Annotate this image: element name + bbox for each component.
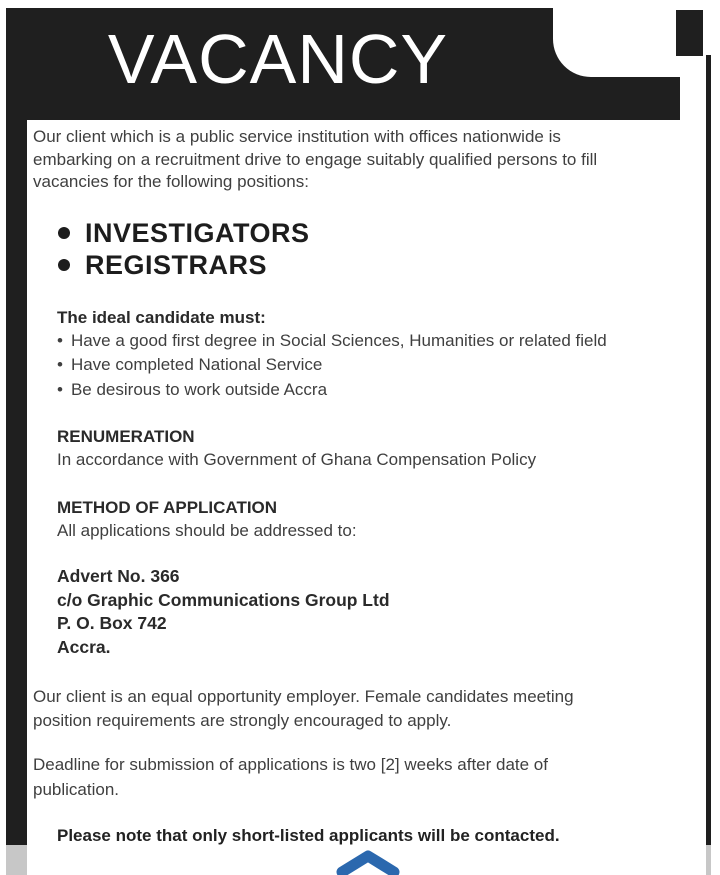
deadline-line: Deadline for submission of applications is two [2] weeks after date of bbox=[33, 755, 548, 774]
left-border-bar bbox=[6, 8, 27, 845]
remuneration-section bbox=[57, 426, 697, 471]
candidate-heading: The ideal candidate must: bbox=[57, 308, 266, 327]
remuneration-body: In accordance with Government of Ghana Compensation Policy bbox=[57, 450, 537, 469]
intro-line: Our client which is a public service institution with offices nationwide is bbox=[33, 127, 561, 146]
intro-line: embarking on a recruitment drive to engage suitably qualified persons to fill bbox=[33, 149, 598, 169]
address-line: Advert No. 366 bbox=[57, 566, 180, 586]
left-border-bar-fade bbox=[6, 845, 27, 875]
banner bbox=[6, 8, 680, 120]
bullet-icon bbox=[58, 259, 70, 271]
address-line: c/o Graphic Communications Group Ltd bbox=[57, 589, 390, 610]
bullet-icon bbox=[58, 227, 70, 239]
position-label: INVESTIGATORS bbox=[85, 217, 310, 248]
candidate-section bbox=[57, 307, 697, 402]
intro-line: vacancies for the following positions: bbox=[33, 172, 309, 191]
scroll-up-chevron-icon[interactable] bbox=[333, 850, 403, 875]
remuneration-heading: RENUMERATION bbox=[57, 427, 195, 446]
right-border-line-fade bbox=[706, 845, 711, 875]
banner-notch-decoration bbox=[553, 8, 680, 77]
shortlist-note: Please note that only short-listed applicants will be contacted. bbox=[57, 826, 560, 845]
application-section bbox=[57, 497, 697, 542]
position-label: REGISTRARS bbox=[85, 249, 268, 280]
positions-list bbox=[58, 217, 310, 281]
intro-paragraph bbox=[33, 126, 683, 194]
deadline-paragraph bbox=[33, 752, 683, 802]
position-item bbox=[58, 217, 310, 249]
right-border-line bbox=[706, 55, 711, 845]
banner-title: VACANCY bbox=[107, 20, 449, 98]
equal-opportunity-line: position requirements are strongly encouraged to apply. bbox=[33, 711, 452, 730]
deadline-line: publication. bbox=[33, 780, 120, 799]
corner-decoration-block bbox=[676, 10, 703, 56]
equal-opportunity-line: Our client is an equal opportunity employer. Female candidates meeting bbox=[33, 687, 574, 706]
address-line: P. O. Box 742 bbox=[57, 613, 167, 633]
address-block bbox=[57, 565, 557, 659]
candidate-bullet: • Have completed National Service bbox=[57, 353, 697, 377]
application-body: All applications should be addressed to: bbox=[57, 521, 357, 540]
application-heading: METHOD OF APPLICATION bbox=[57, 498, 278, 517]
equal-opportunity-paragraph bbox=[33, 685, 683, 733]
position-item bbox=[58, 249, 310, 281]
candidate-bullet: • Be desirous to work outside Accra bbox=[57, 378, 697, 402]
candidate-bullet: • Have a good first degree in Social Sciences, Humanities or related field bbox=[57, 329, 697, 353]
address-line: Accra. bbox=[57, 636, 111, 657]
